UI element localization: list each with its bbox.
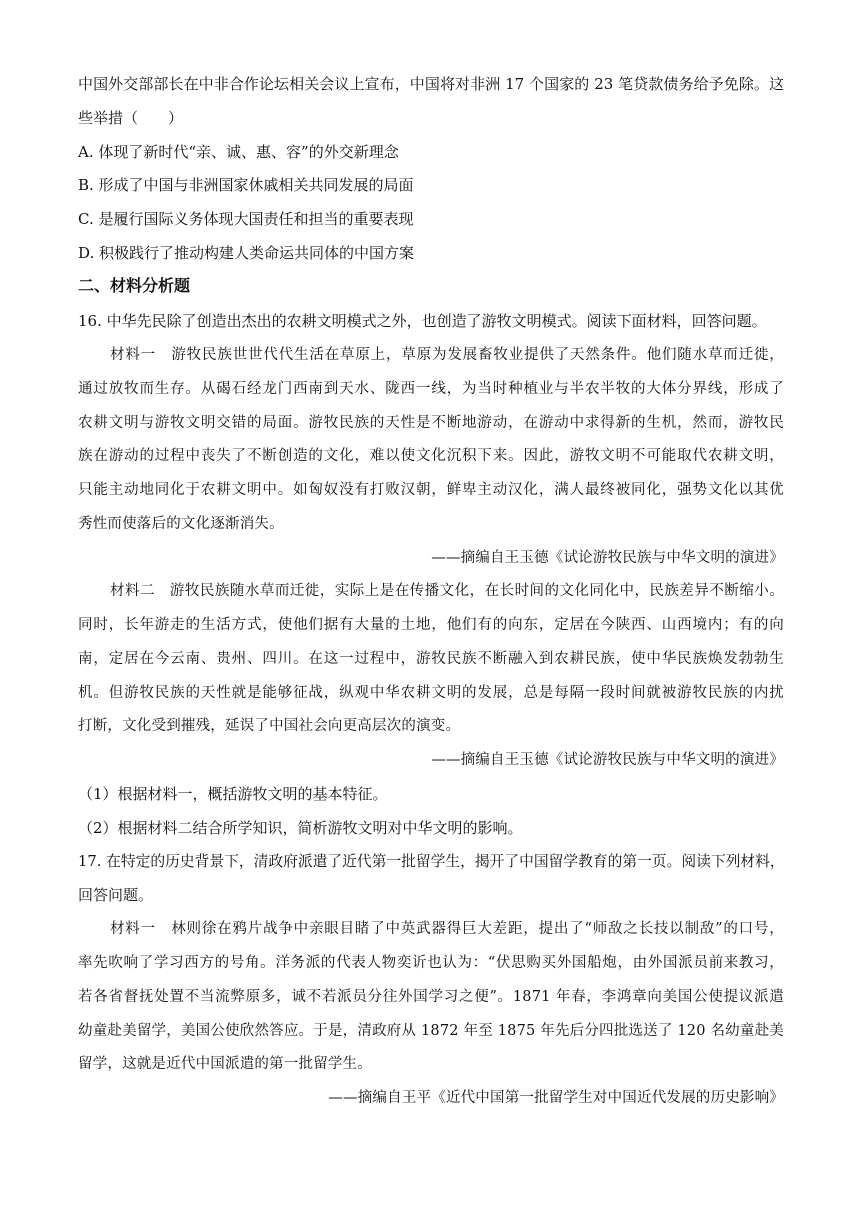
q17-material1-line: 率先吹响了学习西方的号角。洋务派的代表人物奕䜣也认为：“伏思购买外国船炮，由外国派员前来教习， [78,955,784,971]
q16-material1-line: 材料一 游牧民族世世代代生活在草原上，草原为发展畜牧业提供了天然条件。他们随水草而迁徙， [110,347,784,363]
q16-source2: ——摘编自王玉德《试论游牧民族与中华文明的演进》 [431,752,784,768]
q16-material1-line: 只能主动地同化于农耕文明中。如匈奴没有打败汉朝，鲜卑主动汉化，满人最终被同化，强势文化以其优 [78,482,784,498]
q16-material2-line: 材料二 游牧民族随水草而迁徙，实际上是在传播文化，在长时间的文化同化中，民族差异不断缩小。 [110,583,784,599]
q16-material1-line: 通过放牧而生存。从碣石经龙门西南到天水、陇西一线，为当时种植业与半农半牧的大体分界线，形成了 [78,381,784,397]
q16-material2-line: 同时，长年游走的生活方式，使他们据有大量的土地，他们有的向东，定居在今陕西、山西境内；有的向 [78,617,784,633]
q17-intro-line-1: 17. 在特定的历史背景下，清政府派遣了近代第一批留学生，揭开了中国留学教育的第一页。阅读下列材料， [78,853,785,870]
q16-question-1: （1）根据材料一，概括游牧文明的基本特征。 [78,785,388,803]
q16-intro: 16. 中华先民除了创造出杰出的农耕文明模式之外，也创造了游牧文明模式。阅读下面材料，回答问题。 [78,312,767,330]
q17-source1: ——摘编自王平《近代中国第一批留学生对中国近代发展的历史影响》 [328,1090,784,1106]
q15-option-b: B. 形成了中国与非洲国家休戚相关共同发展的局面 [78,176,414,194]
q16-material2-line: 机。但游牧民族的天性就是能够征战，纵观中华农耕文明的发展，总是每隔一段时间就被游牧民族的内扰 [78,685,784,701]
q17-intro-line-2: 回答问题。 [78,886,154,904]
q16-material2-line: 打断，文化受到摧残，延误了中国社会向更高层次的演变。 [78,718,461,734]
q17-material1-line: 材料一 林则徐在鸦片战争中亲眼目睹了中英武器得巨大差距，提出了“师敌之长技以制敌”的口号， [110,921,784,937]
q16-material1-line: 秀性而使落后的文化逐渐消失。 [78,516,284,532]
q17-material1-line: 幼童赴美留学，美国公使欣然答应。于是，清政府从 1872 年至 1875 年先后分四批选送了 120 名幼童赴美 [78,1023,784,1039]
q16-material1-line: 农耕文明与游牧文明交错的局面。游牧民族的天性是不断地游动，在游动中求得新的生机，然而，游牧民 [78,415,784,431]
q15-option-c: C. 是履行国际义务体现大国责任和担当的重要表现 [78,210,414,228]
q17-material1-line: 留学，这就是近代中国派遣的第一批留学生。 [78,1056,372,1072]
q15-stem-line-1: 中国外交部部长在中非合作论坛相关会议上宣布，中国将对非洲 17 个国家的 23 笔贷款债务给予免除。这 [78,75,784,93]
q15-option-a: A. 体现了新时代“亲、诚、惠、容”的外交新理念 [78,143,399,161]
q16-question-2: （2）根据材料二结合所学知识，简析游牧文明对中华文明的影响。 [78,819,523,837]
q16-material2-line: 南，定居在今云南、贵州、四川。在这一过程中，游牧民族不断融入到农耕民族，使中华民族焕发勃勃生 [78,651,784,667]
section-title: 二、材料分析题 [78,276,191,295]
q16-source1: ——摘编自王玉德《试论游牧民族与中华文明的演进》 [431,550,784,566]
q15-option-d: D. 积极践行了推动构建人类命运共同体的中国方案 [78,244,415,262]
q15-stem-line-2: 些举措（ ） [78,109,184,127]
q17-material1-line: 若各省督抚处置不当流弊原多，诚不若派员分往外国学习之便”。1871 年春，李鸿章向美国公使提议派遣 [78,989,784,1005]
q16-material1-line: 族在游动的过程中丧失了不断创造的文化，难以使文化沉积下来。因此，游牧文明不可能取代农耕文明， [78,448,784,464]
